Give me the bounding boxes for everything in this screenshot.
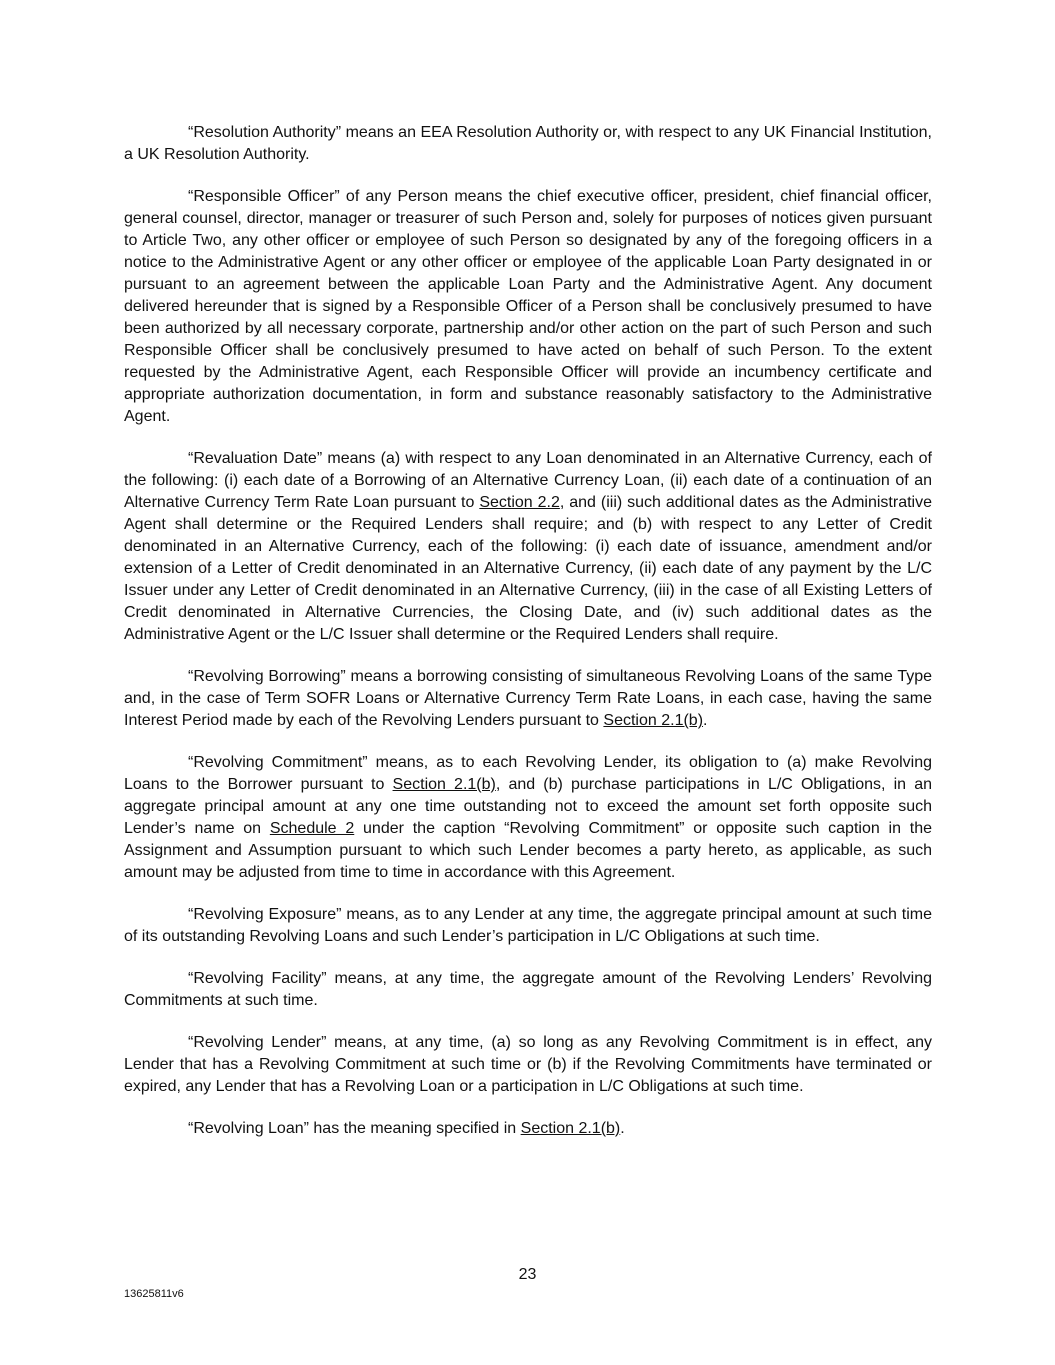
definition-revolving-exposure bbox=[124, 904, 932, 948]
definition-revolving-facility bbox=[124, 968, 932, 1012]
definition-revolving-loan bbox=[124, 1118, 932, 1140]
definition-revaluation-date bbox=[124, 448, 932, 646]
definition-text: . bbox=[620, 1120, 625, 1137]
definition-revolving-commitment bbox=[124, 752, 932, 884]
definition-text: “Resolution Authority” means an EEA Resolution Authority or, with respect to any UK Financial Institution, a UK Resolution Authority. bbox=[124, 124, 932, 163]
definition-text: “Revolving Facility” means, at any time, the aggregate amount of the Revolving Lenders’ Revolving Commitments at such time. bbox=[124, 970, 932, 1009]
page-number: 23 bbox=[518, 1266, 537, 1283]
definition-text: “Revolving Commitment” means, as to each Revolving Lender, its obligation to (a) make Revolving Loans to the Borrower pursuant to bbox=[124, 754, 932, 793]
definition-text: “Revolving Lender” means, at any time, (a) so long as any Revolving Commitment is in effect, any Lender that has a Revolving Commitment at such time or (b) if the Revolving Commitments have terminated or expired, any Lender that has a Revolving Loan or a participation in L/C Obligations at such time. bbox=[124, 1034, 932, 1095]
definition-text: , and (b) purchase participations in L/C Obligations, in an aggregate principal amount at any one time outstanding not to exceed the amount set forth opposite such Lender’s name on bbox=[124, 776, 933, 837]
document-id: 13625811v6 bbox=[124, 1288, 184, 1300]
definition-revolving-borrowing bbox=[124, 666, 932, 732]
section-reference-link[interactable]: Section 2.1(b) bbox=[520, 1120, 621, 1137]
section-reference-link[interactable]: Section 2.1(b) bbox=[603, 712, 704, 729]
document-body bbox=[124, 122, 932, 1160]
section-reference-link[interactable]: Section 2.2 bbox=[479, 494, 560, 511]
schedule-reference-link[interactable]: Schedule 2 bbox=[269, 820, 355, 837]
definition-text: . bbox=[703, 712, 708, 729]
definition-text: “Revolving Borrowing” means a borrowing consisting of simultaneous Revolving Loans of the same Type and, in the case of Term SOFR Loans or Alternative Currency Term Rate Loans, in each case, having the same Interest Period made by each of the Revolving Lenders pursuant to bbox=[124, 668, 932, 729]
section-reference-link[interactable]: Section 2.1(b) bbox=[392, 776, 496, 793]
definition-resolution-authority bbox=[124, 122, 932, 166]
definition-text: “Revolving Exposure” means, as to any Lender at any time, the aggregate principal amount at such time of its outstanding Revolving Loans and such Lender’s participation in L/C Obligations at such time. bbox=[124, 906, 932, 945]
definition-text: , and (iii) such additional dates as the Administrative Agent shall determine or the Required Lenders shall require; and (b) with respect to any Letter of Credit denominated in an Alternative Currency, each of the following: (i) each date of issuance, amendment and/or extension of a Letter of Credit denominated in an Alternative Currency, (ii) each date of any payment by the L/C Issuer under any Letter of Credit denominated in an Alternative Currency, (iii) in the case of all Existing Letters of Credit denominated in Alternative Currencies, the Closing Date, and (iv) such additional dates as the Administrative Agent or the L/C Issuer shall determine or the Required Lenders shall require. bbox=[124, 494, 932, 643]
definition-text: “Responsible Officer” of any Person means the chief executive officer, president, chief financial officer, general counsel, director, manager or treasurer of such Person and, solely for purposes of notices given pursuant to Article Two, any other officer or employee of such Person so designated by any of the foregoing officers in a notice to the Administrative Agent or any other officer or employee of the applicable Loan Party designated in or pursuant to an agreement between the applicable Loan Party and the Administrative Agent. Any document delivered hereunder that is signed by a Responsible Officer of a Person shall be conclusively presumed to have been authorized by all necessary corporate, partnership and/or other action on the part of such Person and such Responsible Officer shall be conclusively presumed to have acted on behalf of such Person. To the extent requested by the Administrative Agent, each Responsible Officer will provide an incumbency certificate and appropriate authorization documentation, in form and substance reasonably satisfactory to the Administrative Agent. bbox=[124, 188, 932, 425]
definition-text: “Revolving Loan” has the meaning specified in bbox=[188, 1120, 521, 1137]
definition-revolving-lender bbox=[124, 1032, 932, 1098]
definition-responsible-officer bbox=[124, 186, 932, 428]
definition-text: under the caption “Revolving Commitment” or opposite such caption in the Assignment and Assumption pursuant to which such Lender becomes a party hereto, as applicable, as such amount may be adjusted from time to time in accordance with this Agreement. bbox=[124, 820, 932, 881]
definition-text: “Revaluation Date” means (a) with respect to any Loan denominated in an Alternative Currency, each of the following: (i) each date of a Borrowing of an Alternative Currency Loan, (ii) each date of a continuation of an Alternative Currency Term Rate Loan pursuant to bbox=[124, 450, 932, 511]
